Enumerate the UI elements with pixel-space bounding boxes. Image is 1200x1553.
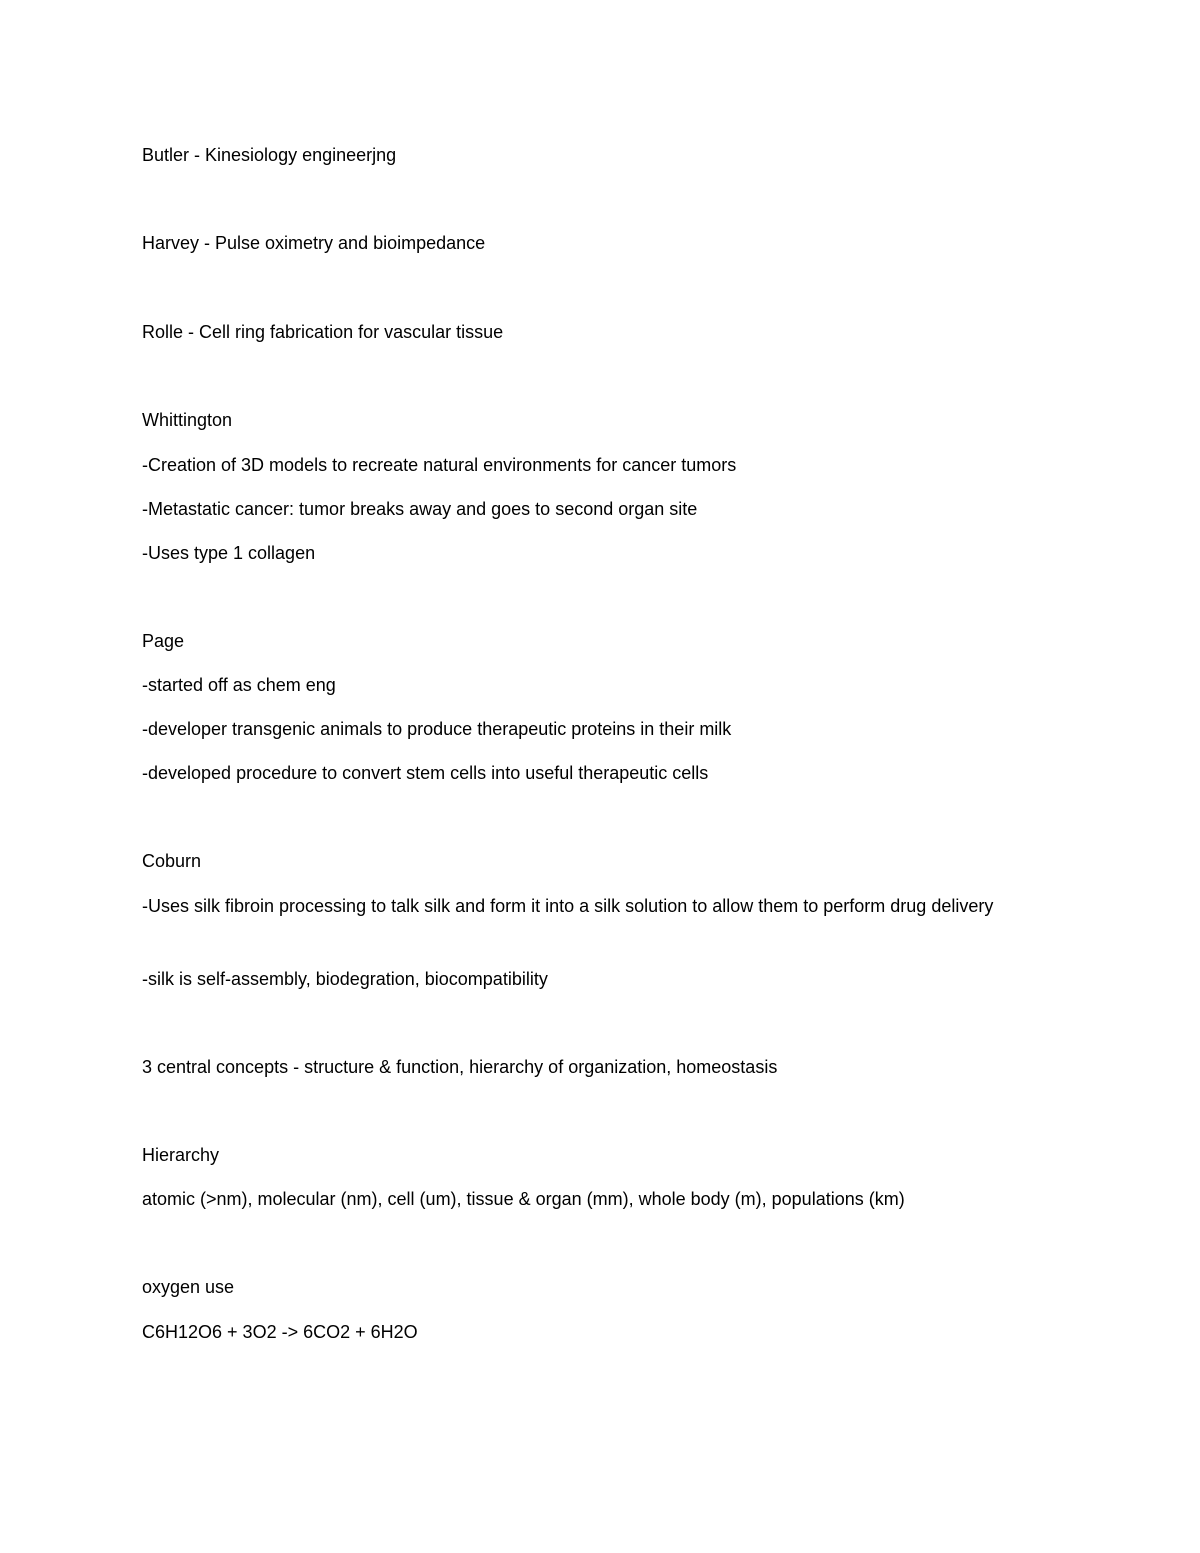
respiration-equation: C6H12O6 + 3O2 -> 6CO2 + 6H2O xyxy=(142,1322,418,1342)
note-rolle: Rolle - Cell ring fabrication for vascular tissue xyxy=(142,322,504,342)
page-point: -developed procedure to convert stem cells into useful therapeutic cells xyxy=(142,763,709,783)
note-harvey: Harvey - Pulse oximetry and bioimpedance xyxy=(142,233,486,253)
heading-page: Page xyxy=(142,631,185,651)
note-butler: Butler - Kinesiology engineerjng xyxy=(142,145,397,165)
whittington-point: -Creation of 3D models to recreate natural environments for cancer tumors xyxy=(142,455,737,475)
heading-oxygen-use: oxygen use xyxy=(142,1277,235,1297)
hierarchy-scale: atomic (>nm), molecular (nm), cell (um), tissue & organ (mm), whole body (m), populations (km) xyxy=(142,1189,905,1209)
coburn-point: -silk is self-assembly, biodegration, biocompatibility xyxy=(142,969,548,989)
central-concepts: 3 central concepts - structure & function, hierarchy of organization, homeostasis xyxy=(142,1057,778,1077)
whittington-point: -Uses type 1 collagen xyxy=(142,543,316,563)
page-point: -started off as chem eng xyxy=(142,675,336,695)
heading-coburn: Coburn xyxy=(142,851,202,871)
heading-hierarchy: Hierarchy xyxy=(142,1145,220,1165)
page-point: -developer transgenic animals to produce therapeutic proteins in their milk xyxy=(142,719,732,739)
whittington-point: -Metastatic cancer: tumor breaks away and goes to second organ site xyxy=(142,499,698,519)
coburn-point: -Uses silk fibroin processing to talk silk and form it into a silk solution to allow them to perform drug delivery xyxy=(142,896,994,916)
heading-whittington: Whittington xyxy=(142,410,233,430)
